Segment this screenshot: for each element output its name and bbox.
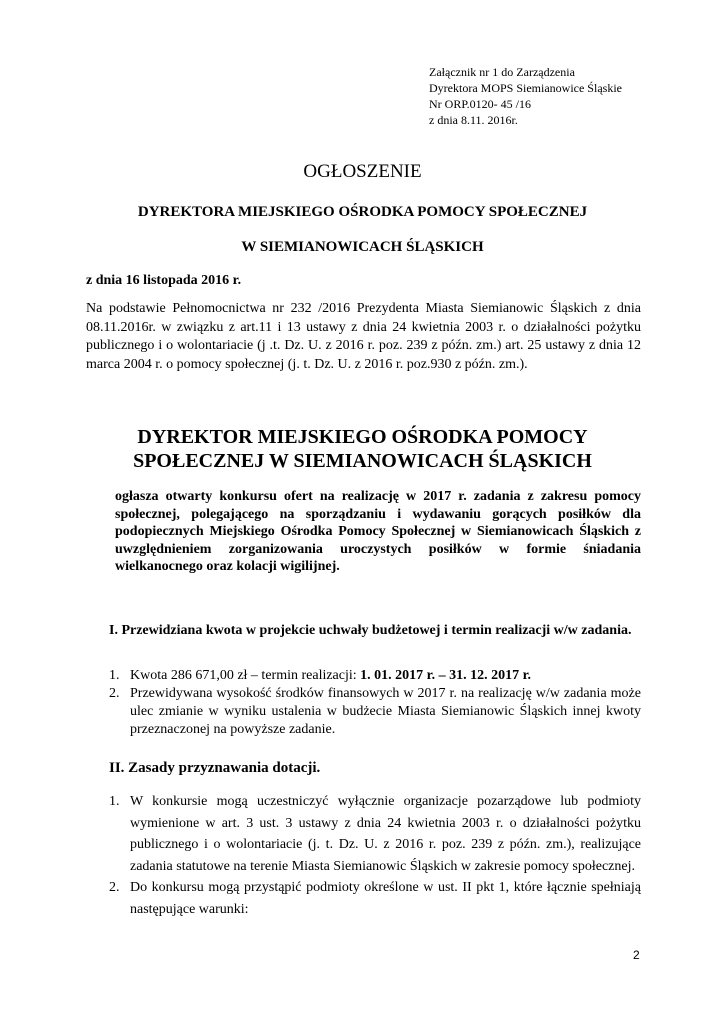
list-item-text: W konkursie mogą uczestniczyć wyłącznie organizacje pozarządowe lub podmioty wymienione w art. 3 ust. 3 ustawy z dnia 24 kwietnia 2003 r. o działalności pożytku publicznego i o wolontariacie (j. t. Dz. U. z 2016 r. poz. 239 z późn. zm.), realizujące zadania statutowe na terenie Miasta Siemianowic Śląskich w zakresie pomocy społecznej. [130,794,641,874]
director-heading-line-1: DYREKTOR MIEJSKIEGO OŚRODKA POMOCY [137,426,588,448]
section-2-list [109,791,641,920]
list-item-number: 1. [109,794,120,809]
list-item-number: 2. [109,686,120,701]
list-item-text: Do konkursu mogą przystąpić podmioty określone w ust. II pkt 1, które łącznie spełniają następujące warunki: [130,880,641,917]
annex-line-3: Nr ORP.0120- 45 /16 [429,97,532,111]
annex-line-1: Załącznik nr 1 do Zarządzenia [429,65,575,79]
annex-note [429,64,622,128]
annex-line-2: Dyrektora MOPS Siemianowice Śląskie [429,81,622,95]
director-heading-line-2: SPOŁECZNEJ W SIEMIANOWICACH ŚLĄSKICH [133,450,592,472]
list-item-number: 1. [109,668,120,683]
document-title: OGŁOSZENIE [303,161,422,182]
section-1-heading: I. Przewidziana kwota w projekcie uchwały budżetowej i termin realizacji w/w zadania. [109,623,632,638]
list-item-text: Przewidywana wysokość środków finansowych w 2017 r. na realizację w/w zadania może ulec zmianie w wyniku ustalenia w budżecie Miasta Siemianowic Śląskich innej kwoty przeznaczonej na powyższe zadanie. [130,686,641,737]
list-item [109,791,641,877]
announcement-paragraph: ogłasza otwarty konkursu ofert na realizację w 2017 r. zadania z zakresu pomocy społecznej, polegającego na sporządzaniu i wydawaniu gorących posiłków dla podopiecznych Miejskiego Ośrodka Pomocy Społecznej w Siemianowicach Śląskich z uwzględnieniem zorganizowania uroczystych posiłków w formie śniadania wielkanocnego oraz kolacji wigilijnej. [115,489,641,574]
list-item [109,685,641,739]
announcement-date: z dnia 16 listopada 2016 r. [86,273,242,288]
list-item-text: Kwota 286 671,00 zł – termin realizacji: [130,668,361,683]
page-number: 2 [633,948,640,962]
realization-period: 1. 01. 2017 r. – 31. 12. 2017 r. [360,668,532,683]
list-item-number: 2. [109,880,120,895]
director-heading [0,425,725,473]
section-2-heading: II. Zasady przyznawania dotacji. [109,760,321,776]
heading-director-line-1: DYREKTORA MIEJSKIEGO OŚRODKA POMOCY SPOŁECZNEJ [137,204,588,220]
list-item [109,877,641,920]
list-item [109,667,641,685]
heading-director-line-2: W SIEMIANOWICACH ŚLĄSKICH [241,239,484,255]
section-1-list [109,667,641,739]
legal-basis-paragraph: Na podstawie Pełnomocnictwa nr 232 /2016 Prezydenta Miasta Siemianowic Śląskich z dnia 08.11.2016r. w związku z art.11 i 13 ustawy z dnia 24 kwietnia 2003 r. o działalności pożytku publicznego i o wolontariacie (j .t. Dz. U. z 2016 r. poz. 239 z późn. zm.) art. 25 ustawy z dnia 12 marca 2004 r. o pomocy społecznej (j. t. Dz. U. z 2016 r. poz.930 z późn. zm.). [86,301,641,372]
annex-line-4: z dnia 8.11. 2016r. [429,113,518,127]
